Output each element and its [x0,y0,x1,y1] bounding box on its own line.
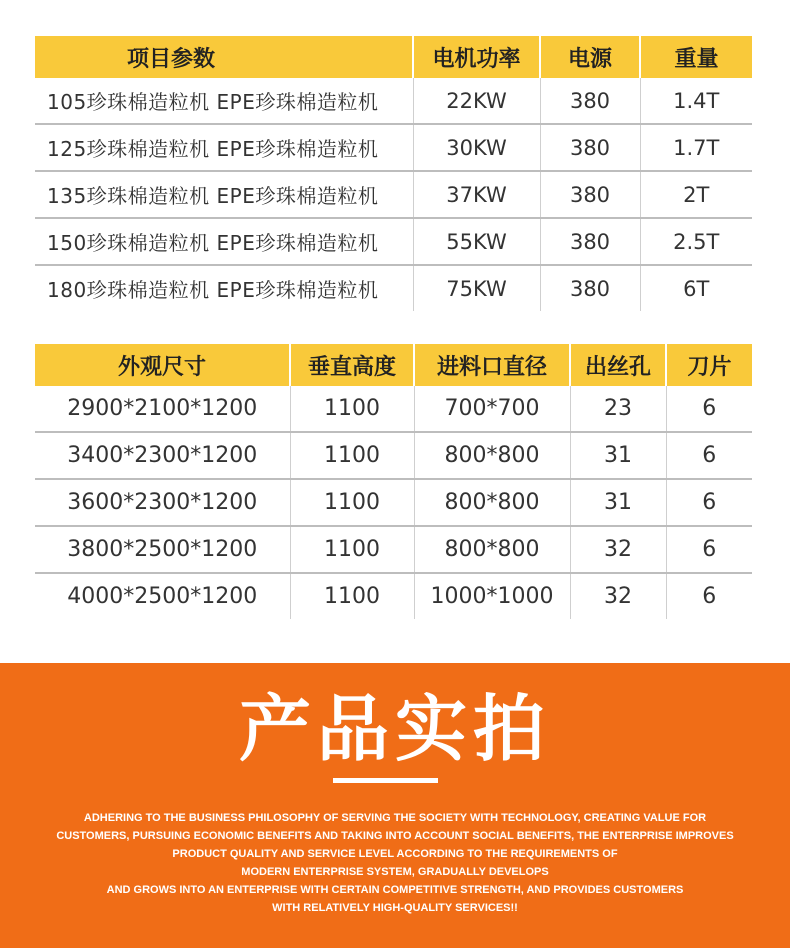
header-weight: 重量 [640,36,752,78]
cell-feed-diameter: 1000*1000 [414,573,570,619]
cell-motor-power: 37KW [413,171,540,218]
dimension-table [35,344,752,619]
banner-text-line: CUSTOMERS, PURSUING ECONOMIC BENEFITS AND TAKING INTO ACCOUNT SOCIAL BENEFITS, THE ENTERPRISE IMPROVES [56,830,734,842]
cell-dimensions: 3400*2300*1200 [35,432,290,479]
table-row [35,124,752,171]
table-row [35,265,752,311]
cell-model: 105珍珠棉造粒机 EPE珍珠棉造粒机 [35,78,413,124]
cell-dimensions: 2900*2100*1200 [35,386,290,432]
header-blades: 刀片 [666,344,752,386]
cell-feed-diameter: 700*700 [414,386,570,432]
header-dimensions: 外观尺寸 [35,344,290,386]
cell-blades: 6 [666,526,752,573]
cell-motor-power: 22KW [413,78,540,124]
cell-blades: 6 [702,584,717,609]
cell-blades: 6 [666,432,752,479]
table-row [35,526,752,573]
header-motor-power: 电机功率 [413,36,540,78]
cell-power-supply: 380 [540,171,640,218]
table-row [35,479,752,526]
cell-vertical-height: 1100 [290,432,414,479]
table-row [35,171,752,218]
header-feed-diameter: 进料口直径 [414,344,570,386]
banner-divider [333,778,438,783]
cell-weight: 2T [640,171,752,218]
cell-weight: 2.5T [640,218,752,265]
cell-dimensions: 3600*2300*1200 [35,479,290,526]
table-row [35,78,752,124]
cell-vertical-height: 1100 [290,526,414,573]
banner-text-line: ADHERING TO THE BUSINESS PHILOSOPHY OF SERVING THE SOCIETY WITH TECHNOLOGY, CREATING VALUE FOR [83,812,707,824]
table-row [35,218,752,265]
banner-text-line: WITH RELATIVELY HIGH-QUALITY SERVICES!! [272,902,518,914]
banner-title: 产品实拍 [238,687,551,771]
cell-outlet-holes: 31 [570,432,666,479]
cell-vertical-height: 1100 [290,479,414,526]
cell-dimensions: 3800*2500*1200 [35,526,290,573]
table-row [35,386,752,432]
cell-motor-power: 75KW [413,265,540,311]
header-project-params: 项目参数 [35,36,413,78]
cell-feed-diameter: 800*800 [414,526,570,573]
cell-feed-diameter: 800*800 [414,432,570,479]
cell-power-supply: 380 [540,218,640,265]
cell-blades: 6 [666,479,752,526]
cell-motor-power: 55KW [413,218,540,265]
cell-power-supply: 380 [540,124,640,171]
cell-vertical-height: 1100 [290,573,414,619]
cell-weight: 1.4T [640,78,752,124]
cell-model: 135珍珠棉造粒机 EPE珍珠棉造粒机 [35,171,413,218]
banner-text-line: AND GROWS INTO AN ENTERPRISE WITH CERTAIN COMPETITIVE STRENGTH, AND PROVIDES CUSTOMERS [106,884,684,896]
cell-model: 125珍珠棉造粒机 EPE珍珠棉造粒机 [35,124,413,171]
table-row [35,573,752,619]
header-vertical-height: 垂直高度 [290,344,414,386]
table-row [35,432,752,479]
banner-text-line: PRODUCT QUALITY AND SERVICE LEVEL ACCORDING TO THE REQUIREMENTS OF [172,848,618,860]
cell-vertical-height: 1100 [290,386,414,432]
dimension-table-header [35,344,752,386]
banner-philosophy-text [20,809,770,917]
cell-motor-power: 30KW [413,124,540,171]
parameter-table [35,36,752,311]
cell-model: 150珍珠棉造粒机 EPE珍珠棉造粒机 [35,218,413,265]
cell-power-supply: 380 [540,265,640,311]
cell-weight: 1.7T [640,124,752,171]
cell-model: 180珍珠棉造粒机 EPE珍珠棉造粒机 [35,265,413,311]
parameter-table-header [35,36,752,78]
cell-outlet-holes: 32 [570,573,666,619]
cell-outlet-holes: 32 [570,526,666,573]
banner-text-line: MODERN ENTERPRISE SYSTEM, GRADUALLY DEVELOPS [241,866,549,878]
cell-blades: 6 [666,386,752,432]
cell-power-supply: 380 [540,78,640,124]
cell-weight: 6T [683,276,710,301]
cell-outlet-holes: 23 [570,386,666,432]
header-outlet-holes: 出丝孔 [570,344,666,386]
cell-feed-diameter: 800*800 [414,479,570,526]
cell-dimensions: 4000*2500*1200 [35,573,290,619]
cell-outlet-holes: 31 [570,479,666,526]
header-power-supply: 电源 [540,36,640,78]
